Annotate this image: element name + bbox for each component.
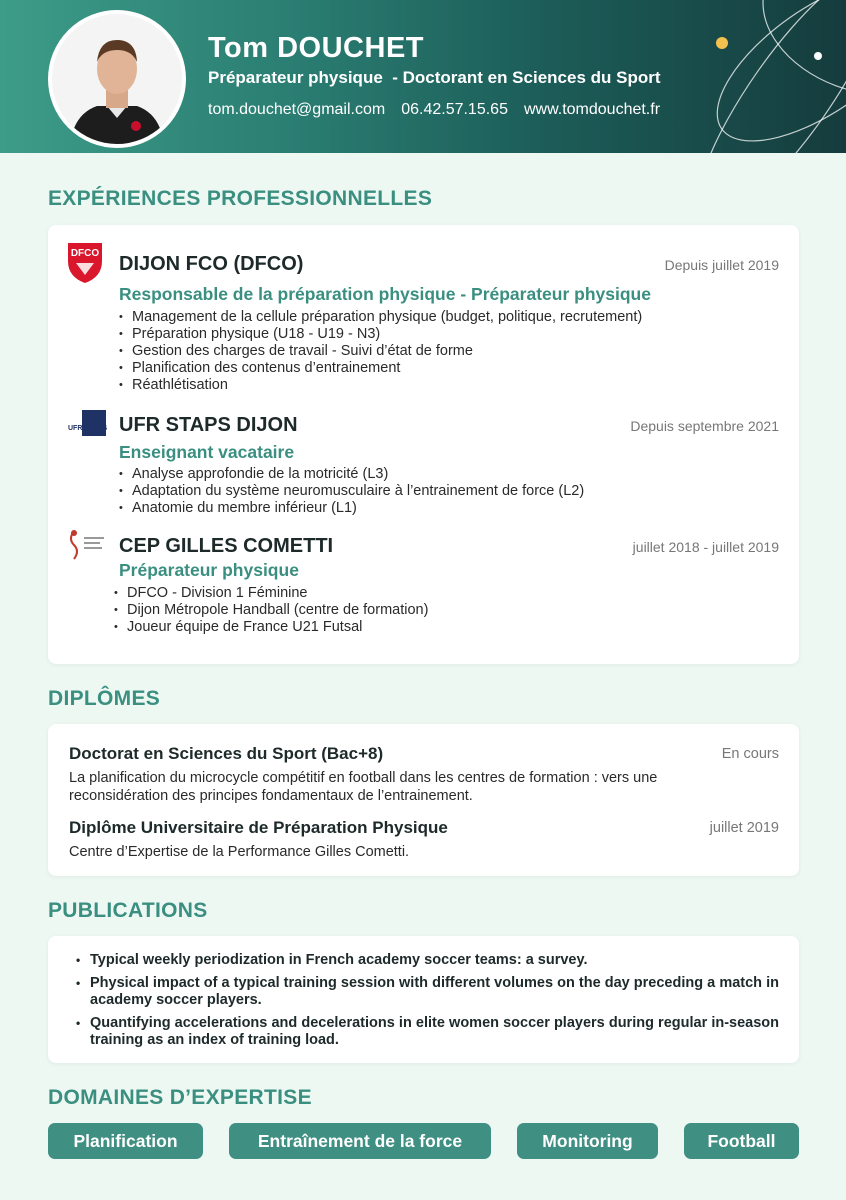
section-title-publications: PUBLICATIONS: [48, 899, 208, 922]
yellow-dot: [716, 37, 728, 49]
publication-item: • Quantifying accelerations and decelerations in elite women soccer players during regular in-season training as an index of training load.: [76, 1015, 779, 1050]
diplomas-card: [48, 724, 799, 876]
bullet-item: • Dijon Métropole Handball (centre de formation): [114, 602, 428, 619]
bullet-item: • Préparation physique (U18 - U19 - N3): [119, 326, 642, 343]
experience-role: Enseignant vacataire: [119, 442, 295, 462]
ufr-staps-logo-icon: [64, 406, 108, 447]
bullet-item: • Anatomie du membre inférieur (L1): [119, 500, 584, 517]
website-link[interactable]: www.tomdouchet.fr: [523, 101, 661, 118]
bullet-item: • Gestion des charges de travail - Suivi d’état de forme: [119, 343, 642, 360]
experience-date: juillet 2018 - juillet 2019: [632, 539, 779, 555]
experience-org: DIJON FCO (DFCO): [119, 253, 304, 275]
email-link[interactable]: tom.douchet@gmail.com: [208, 101, 386, 118]
bullet-item: • Adaptation du système neuromusculaire à l’entrainement de force (L2): [119, 483, 584, 500]
tag-football: Football: [684, 1123, 799, 1159]
tag-planification: Planification: [48, 1123, 203, 1159]
experience-role: Responsable de la préparation physique - Préparateur physique: [119, 284, 651, 304]
publications-card: [48, 936, 799, 1063]
bullet-item: • Réathlétisation: [119, 377, 642, 394]
bullet-item: • Joueur équipe de France U21 Futsal: [114, 619, 428, 636]
experience-org: UFR STAPS DIJON: [119, 414, 298, 436]
svg-text:UFR STAPS: UFR STAPS: [68, 425, 108, 432]
dfco-logo-icon: [64, 239, 106, 290]
publication-item: • Typical weekly periodization in French academy soccer teams: a survey.: [76, 952, 779, 970]
diploma-description: Centre d’Expertise de la Performance Gilles Cometti.: [69, 844, 410, 860]
experience-date: Depuis juillet 2019: [664, 257, 779, 273]
tag-monitoring: Monitoring: [517, 1123, 658, 1159]
svg-text:DFCO: DFCO: [70, 248, 100, 259]
bullet-item: • Analyse approfondie de la motricité (L3): [119, 466, 584, 483]
experience-bullets: [114, 585, 428, 636]
experience-org: CEP GILLES COMETTI: [119, 535, 334, 557]
experience-date: Depuis septembre 2021: [630, 418, 779, 434]
section-title-experiences: EXPÉRIENCES PROFESSIONNELLES: [48, 187, 433, 210]
publication-list: [76, 952, 779, 1055]
header-banner: [0, 0, 846, 153]
bullet-item: • Planification des contenus d’entrainement: [119, 360, 642, 377]
diploma-name: Diplôme Universitaire de Préparation Physique: [69, 818, 448, 837]
candidate-subtitle: Préparateur physique - Doctorant en Sciences du Sport: [208, 68, 661, 87]
cep-logo-icon: [64, 529, 108, 568]
publication-item: • Physical impact of a typical training session with different volumes on the day preceding a match in academy soccer players.: [76, 975, 779, 1010]
candidate-name: Tom DOUCHET: [208, 32, 425, 64]
bullet-item: • Management de la cellule préparation physique (budget, politique, recrutement): [119, 309, 642, 326]
diploma-date: juillet 2019: [709, 820, 779, 836]
diploma-name: Doctorat en Sciences du Sport (Bac+8): [69, 744, 384, 763]
bullet-item: • DFCO - Division 1 Féminine: [114, 585, 428, 602]
experiences-card: [48, 225, 799, 664]
phone-number: 06.42.57.15.65: [401, 101, 508, 118]
profile-photo: [48, 10, 186, 148]
experience-bullets: [119, 466, 584, 517]
experience-role: Préparateur physique: [119, 560, 299, 580]
contact-line: [208, 101, 660, 119]
white-dot: [814, 52, 822, 60]
section-title-expertise: DOMAINES D’EXPERTISE: [48, 1086, 312, 1109]
diploma-description: La planification du microcycle compétitif en football dans les centres de formation : vers une reconsidération des principes fondamentaux de l’entrainement.: [69, 770, 658, 804]
tag-strength-training: Entraînement de la force: [229, 1123, 491, 1159]
section-title-diplomas: DIPLÔMES: [48, 687, 161, 710]
experience-bullets: [119, 309, 642, 394]
diploma-date: En cours: [721, 746, 779, 762]
